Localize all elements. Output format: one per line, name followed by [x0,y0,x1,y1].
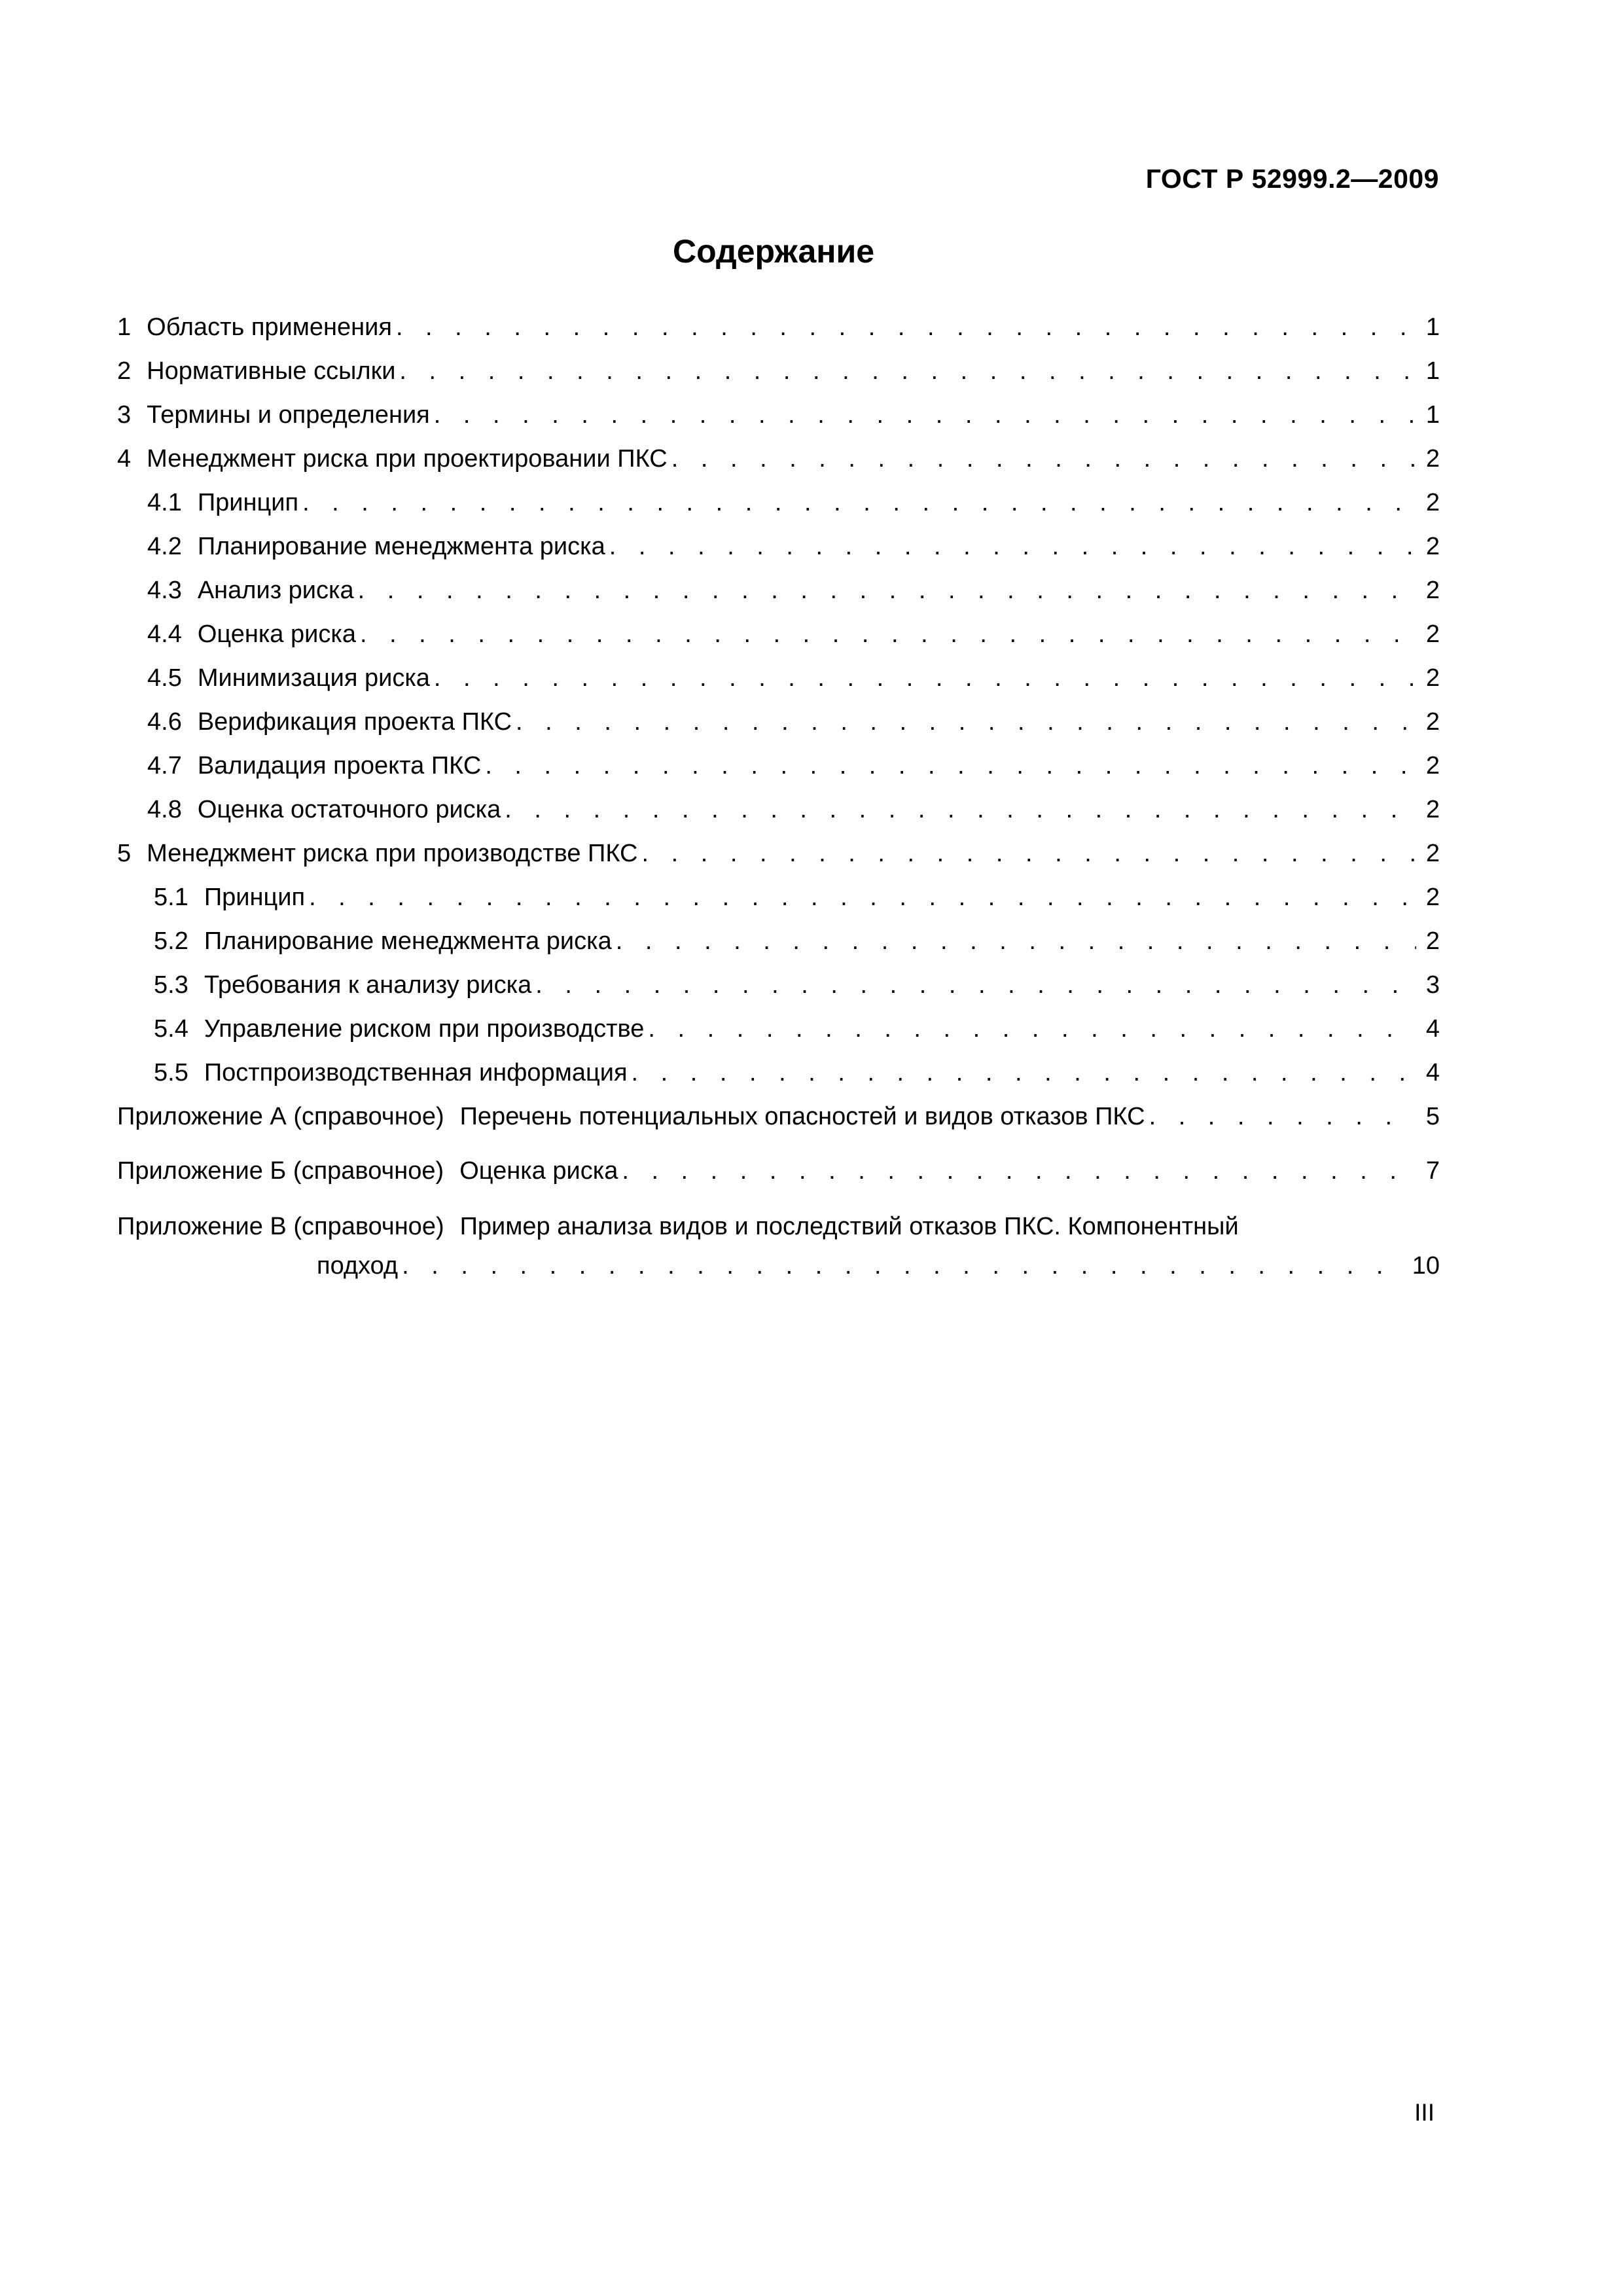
toc-entry-page: 5 [1425,1103,1440,1130]
appendix-title-continued: подход [317,1252,399,1280]
toc-entry-title: Оценка риска [197,620,356,648]
toc-entry-2[interactable] [117,357,1440,401]
toc-entry-title: Планирование менеджмента риска [197,533,605,560]
toc-dot-leader [632,1058,1416,1087]
toc-entry-3[interactable] [117,401,1440,444]
toc-appendix-v[interactable] [117,1212,1440,1291]
toc-entry-number: 2 [117,357,132,385]
toc-entry-4-1[interactable] [117,488,1440,532]
toc-dot-leader [642,839,1417,868]
toc-entry-page: 1 [1425,314,1440,341]
toc-entry-title: Управление риском при производстве [204,1015,645,1043]
toc-dot-leader [609,532,1416,561]
toc-entry-1[interactable] [117,313,1440,357]
toc-entry-page: 2 [1425,489,1440,516]
toc-dot-leader [622,1157,1416,1185]
toc-entry-title: Верификация проекта ПКС [197,708,512,736]
toc-entry-title: Планирование менеджмента риска [204,927,612,955]
toc-entry-number: 3 [117,401,132,429]
toc-entry-4-6[interactable] [117,708,1440,751]
toc-entry-number: 4.2 [147,533,182,560]
toc-entry-number: 1 [117,314,132,341]
toc-entry-4-3[interactable] [117,576,1440,620]
toc-entry-page: 7 [1425,1157,1440,1185]
toc-entry-5[interactable] [117,839,1440,883]
toc-entry-number: 4.7 [147,752,182,780]
appendix-title: Оценка риска [459,1157,618,1185]
toc-dot-leader [671,444,1416,473]
toc-dot-leader [434,664,1416,692]
toc-dot-leader [616,927,1416,956]
table-of-contents [117,313,1440,1291]
toc-entry-number: 4 [117,445,132,473]
toc-entry-page: 2 [1425,884,1440,911]
toc-entry-number: 5 [117,840,132,867]
toc-dot-leader [396,313,1416,342]
toc-entry-page: 4 [1425,1015,1440,1043]
toc-dot-leader [505,795,1416,824]
toc-entry-title: Оценка остаточного риска [197,796,501,823]
appendix-second-line [117,1251,1440,1291]
toc-entry-4-7[interactable] [117,751,1440,795]
toc-dot-leader [648,1014,1416,1043]
toc-dot-leader [1149,1102,1416,1131]
appendix-title: Перечень потенциальных опасностей и видов отказов ПКС [459,1103,1145,1130]
toc-entry-title: Область применения [147,314,392,341]
toc-entry-page: 3 [1425,971,1440,999]
toc-dot-leader [360,620,1416,649]
toc-entry-5-3[interactable] [117,971,1440,1014]
toc-entry-4-2[interactable] [117,532,1440,576]
toc-entry-title: Принцип [197,489,299,516]
toc-entry-title: Анализ риска [197,577,354,604]
toc-entry-5-2[interactable] [117,927,1440,971]
toc-entry-5-5[interactable] [117,1058,1440,1102]
appendix-label: Приложение А (справочное) [117,1103,444,1130]
toc-entry-title: Требования к анализу риска [204,971,532,999]
toc-dot-leader [358,576,1416,605]
toc-entry-title: Менеджмент риска при производстве ПКС [147,840,638,867]
page-number: III [1414,2099,1435,2126]
toc-entry-number: 5.2 [154,927,188,955]
appendix-first-line [117,1212,1440,1251]
toc-title: Содержание [672,233,875,270]
toc-entry-title: Термины и определения [147,401,430,429]
toc-entry-5-4[interactable] [117,1014,1440,1058]
toc-entry-number: 4.3 [147,577,182,604]
toc-entry-number: 5.3 [154,971,188,999]
toc-entry-page: 2 [1425,664,1440,692]
toc-entry-title: Нормативные ссылки [147,357,396,385]
document-code: ГОСТ Р 52999.2—2009 [1145,164,1439,194]
toc-entry-page: 10 [1412,1252,1440,1280]
toc-entry-4-8[interactable] [117,795,1440,839]
toc-entry-title: Принцип [204,884,306,911]
toc-dot-leader [302,488,1416,517]
toc-entry-4-5[interactable] [117,664,1440,708]
toc-entry-4[interactable] [117,444,1440,488]
toc-entry-title: Валидация проекта ПКС [197,752,482,780]
toc-entry-number: 4.8 [147,796,182,823]
appendix-label: Приложение Б (справочное) [117,1157,444,1185]
appendix-title: Пример анализа видов и последствий отказов ПКС. Компонентный [459,1213,1239,1240]
toc-entry-number: 4.1 [147,489,182,516]
toc-entry-page: 2 [1425,620,1440,648]
toc-entry-page: 1 [1425,401,1440,429]
toc-entry-number: 5.1 [154,884,188,911]
toc-dot-leader [535,971,1416,999]
toc-dot-leader [402,1251,1406,1280]
toc-entry-5-1[interactable] [117,883,1440,927]
toc-entry-page: 2 [1425,752,1440,780]
toc-entry-page: 1 [1425,357,1440,385]
toc-entry-number: 4.4 [147,620,182,648]
toc-entry-page: 2 [1425,840,1440,867]
appendix-label: Приложение В (справочное) [117,1213,444,1240]
toc-entry-title: Менеджмент риска при проектировании ПКС [147,445,668,473]
toc-entry-4-4[interactable] [117,620,1440,664]
toc-dot-leader [516,708,1416,736]
toc-appendix-a[interactable] [117,1102,1440,1146]
toc-entry-title: Постпроизводственная информация [204,1059,628,1086]
toc-dot-leader [399,357,1416,386]
toc-entry-number: 4.5 [147,664,182,692]
toc-entry-page: 2 [1425,577,1440,604]
toc-entry-number: 4.6 [147,708,182,736]
toc-appendix-b[interactable] [117,1157,1440,1200]
toc-dot-leader [485,751,1416,780]
toc-entry-title: Минимизация риска [197,664,430,692]
toc-entry-number: 5.4 [154,1015,188,1043]
toc-entry-page: 2 [1425,796,1440,823]
toc-dot-leader [309,883,1416,912]
toc-dot-leader [434,401,1416,429]
toc-entry-page: 2 [1425,927,1440,955]
toc-entry-page: 2 [1425,708,1440,736]
toc-entry-page: 2 [1425,533,1440,560]
toc-entry-page: 2 [1425,445,1440,473]
toc-entry-number: 5.5 [154,1059,188,1086]
toc-entry-page: 4 [1425,1059,1440,1086]
